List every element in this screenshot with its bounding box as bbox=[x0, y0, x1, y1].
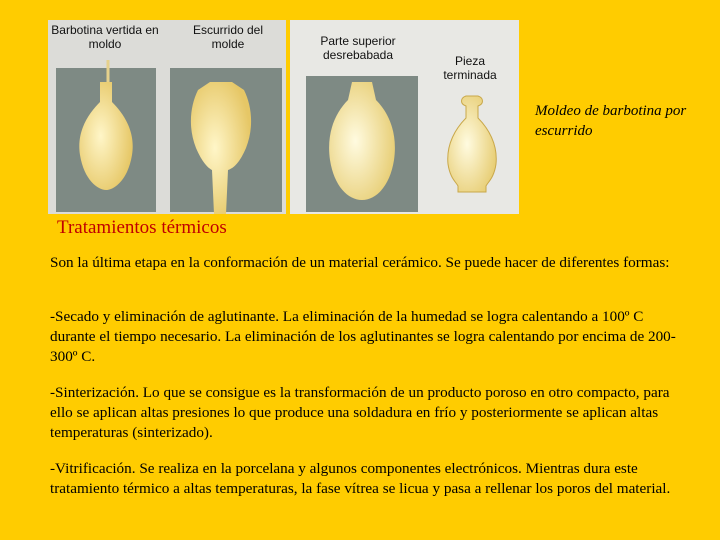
panel-label-trimmed: Parte superior desrebabada bbox=[320, 34, 396, 62]
item-secado bbox=[50, 307, 682, 367]
finished-vase bbox=[448, 96, 497, 192]
intro-paragraph: Son la última etapa en la conformación de un material cerámico. Se puede hacer de diferentes formas: bbox=[50, 254, 670, 271]
slip-casting-figure-right bbox=[290, 20, 519, 214]
section-heading: Tratamientos térmicos bbox=[57, 217, 227, 238]
item-term: -Sinterización bbox=[50, 384, 136, 401]
item-text: . La eliminación de la humedad se logra calentando a 100º C durante el tiempo necesario. La eliminación de los aglutinantes se logra calentando por encima de 200-300º C. bbox=[50, 308, 676, 365]
item-vitrificacion bbox=[50, 459, 682, 499]
panel-label-finished: Pieza terminada bbox=[443, 54, 497, 82]
item-sinterizacion bbox=[50, 383, 682, 443]
slip-casting-figure-left bbox=[48, 20, 286, 214]
item-term: -Vitrificación bbox=[50, 460, 132, 477]
panel-label-drained: Escurrido del molde bbox=[192, 23, 264, 51]
item-term: -Secado y eliminación de aglutinante bbox=[50, 308, 276, 325]
figure-caption: Moldeo de barbotina por escurrido bbox=[535, 103, 687, 139]
item-text: . Lo que se consigue es la transformación de un producto poroso en otro compacto, para ello se aplican altas presiones lo que produce una soldadura en frío y posteriormente se aplican altas temperaturas (sinterizado). bbox=[50, 384, 670, 441]
panel-label-poured: Barbotina vertida en moldo bbox=[51, 23, 159, 51]
item-text: . Se realiza en la porcelana y algunos componentes electrónicos. Mientras dura este tratamiento térmico a altas temperaturas, la fase vítrea se licua y pasa a rellenar los poros del material. bbox=[50, 460, 671, 497]
